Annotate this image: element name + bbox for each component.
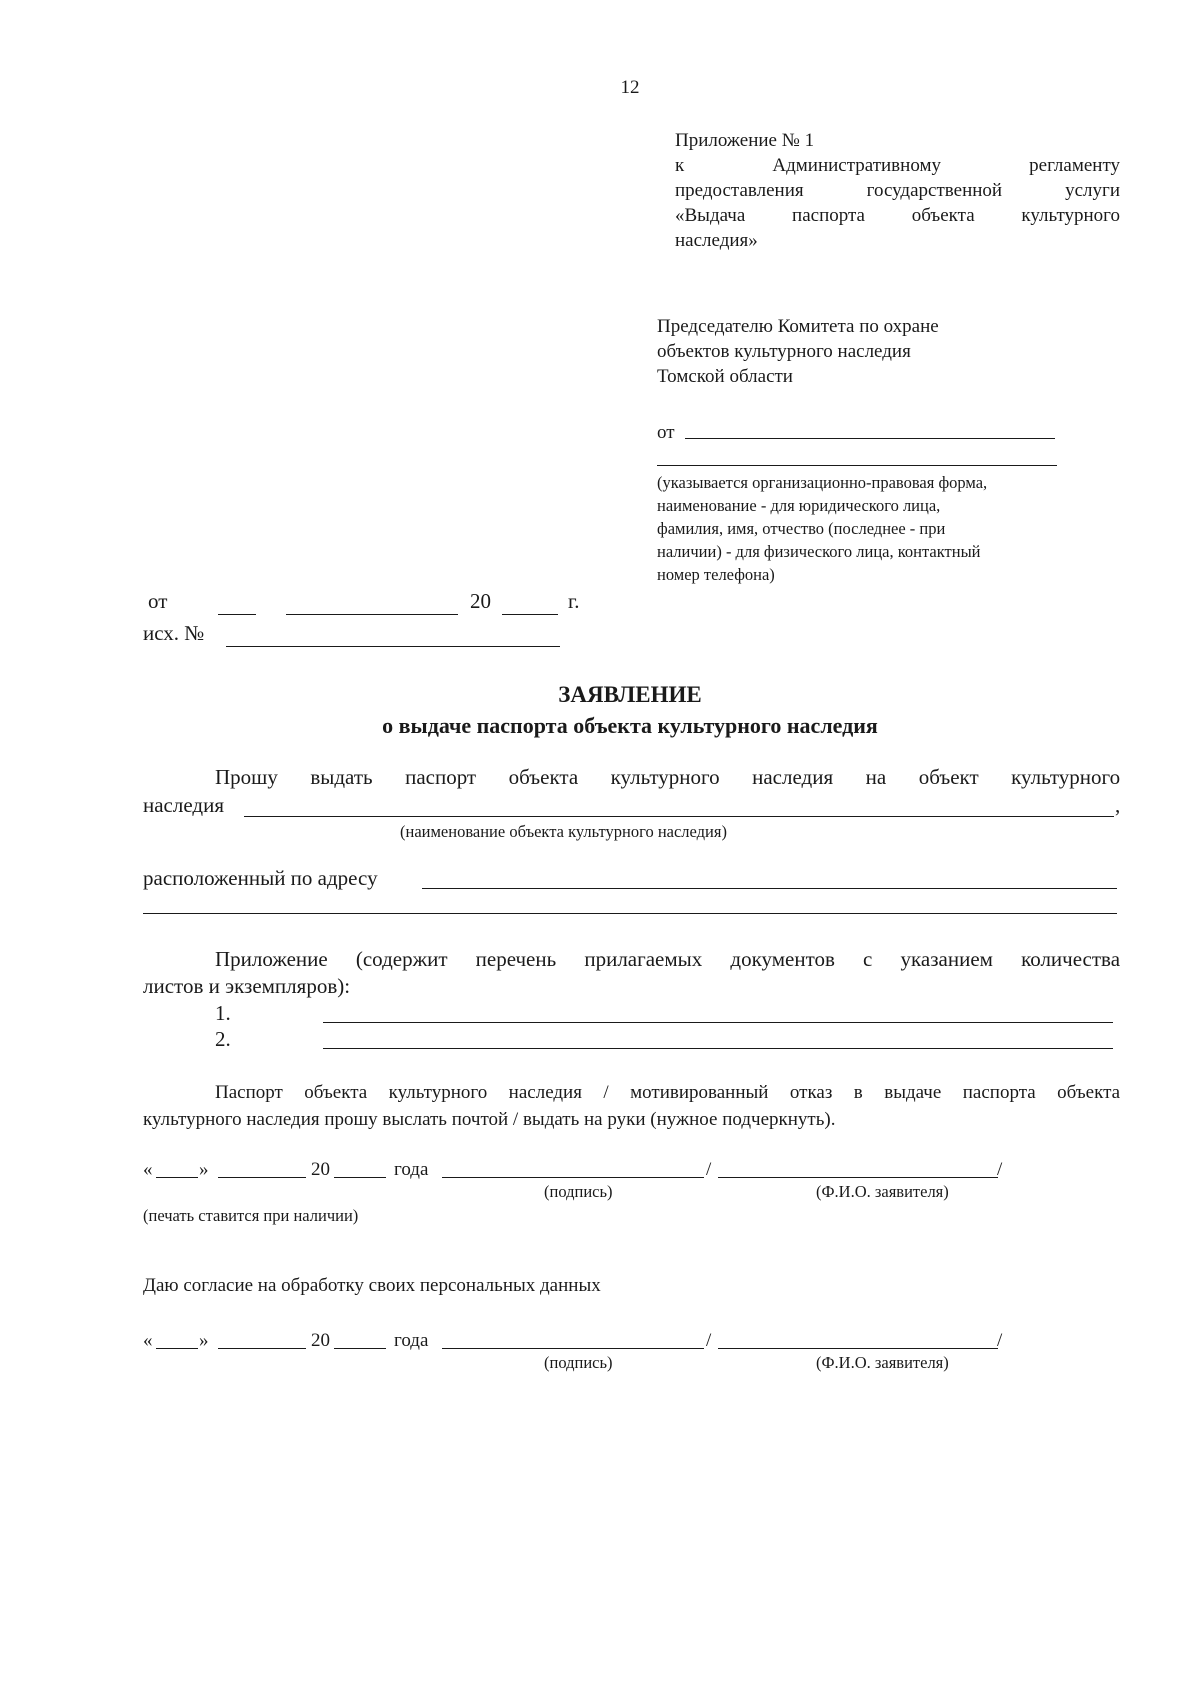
signature1-signature-line (442, 1177, 704, 1178)
signature2-name-line (718, 1348, 998, 1349)
signature2-name-caption: (Ф.И.О. заявителя) (816, 1353, 949, 1372)
signature1-slash: / (706, 1159, 712, 1180)
appendix-line-2: предоставления государственной услуги (675, 180, 1121, 201)
seal-note: (печать ставится при наличии) (143, 1206, 359, 1225)
appendix-line-3: «Выдача паспорта объекта культурного (675, 205, 1120, 226)
signature1-year-prefix: 20 (311, 1159, 330, 1180)
request-line-2-prefix: наследия (143, 793, 224, 817)
signature2-end-slash: / (997, 1330, 1003, 1351)
appendix-line-1: к Административному регламенту (675, 155, 1121, 176)
signature2-year-line (334, 1348, 386, 1349)
attachment-item-1-line (323, 1022, 1113, 1023)
outgoing-day-line (218, 614, 256, 615)
signature1-year-label: года (394, 1159, 429, 1180)
signature1-name-caption: (Ф.И.О. заявителя) (816, 1182, 949, 1201)
address-line-2 (143, 913, 1117, 914)
applicant-from-label: от (657, 422, 675, 443)
addressee-line-1: Председателю Комитета по охране (657, 316, 939, 337)
signature2-year-prefix: 20 (311, 1330, 330, 1351)
signature1-day-line (156, 1177, 198, 1178)
appendix-line-4: наследия» (675, 230, 758, 251)
page-title: ЗАЯВЛЕНИЕ (558, 682, 702, 707)
attachment-item-1-number: 1. (215, 1001, 231, 1025)
signature1-signature-caption: (подпись) (544, 1182, 613, 1201)
address-label: расположенный по адресу (143, 866, 378, 890)
outgoing-from-label: от (148, 589, 168, 613)
signature1-close-quote: » (199, 1159, 209, 1180)
outgoing-year-prefix: 20 (470, 589, 491, 613)
address-line-1 (422, 888, 1117, 889)
signature2-year-label: года (394, 1330, 429, 1351)
object-name-caption: (наименование объекта культурного наследия) (400, 822, 727, 841)
outgoing-ref-line (226, 646, 560, 647)
signature2-signature-line (442, 1348, 704, 1349)
applicant-from-line-1 (685, 438, 1055, 439)
applicant-from-line-2 (657, 465, 1057, 466)
signature1-end-slash: / (997, 1159, 1003, 1180)
page-number: 12 (620, 77, 640, 98)
outgoing-month-line (286, 614, 458, 615)
appendix-title: Приложение № 1 (675, 130, 815, 151)
signature1-year-line (334, 1177, 386, 1178)
signature2-signature-caption: (подпись) (544, 1353, 613, 1372)
outgoing-year-suffix: г. (568, 589, 580, 613)
signature2-day-line (156, 1348, 198, 1349)
appendix-block (675, 128, 1120, 253)
attachments-line-1: Приложение (содержит перечень прилагаемых документов с указанием количества (215, 947, 1121, 971)
outgoing-ref-label: исх. № (143, 621, 205, 645)
signature2-month-line (218, 1348, 306, 1349)
delivery-line-2: культурного наследия прошу выслать почтой / выдать на руки (нужное подчеркнуть). (143, 1109, 836, 1130)
delivery-line-1: Паспорт объекта культурного наследия / мотивированный отказ в выдаче паспорта объекта (215, 1082, 1121, 1103)
applicant-note: (указывается организационно-правовая форма, наименование - для юридического лица, фамилия, имя, отчество (последнее - при наличии) - для физического лица, контактный номер телефона) (657, 473, 988, 584)
signature2-open-quote: « (143, 1330, 153, 1351)
signature1-month-line (218, 1177, 306, 1178)
signature2-slash: / (706, 1330, 712, 1351)
attachment-item-2-number: 2. (215, 1027, 231, 1051)
addressee-line-2: объектов культурного наследия (657, 341, 911, 362)
addressee-block (657, 314, 1087, 389)
object-name-line (244, 816, 1114, 817)
attachment-item-2-line (323, 1048, 1113, 1049)
signature2-close-quote: » (199, 1330, 209, 1351)
outgoing-year-line (502, 614, 558, 615)
page-subtitle: о выдаче паспорта объекта культурного наследия (382, 713, 878, 738)
request-line-1: Прошу выдать паспорт объекта культурного наследия на объект культурного (215, 765, 1121, 789)
signature1-open-quote: « (143, 1159, 153, 1180)
consent-text: Даю согласие на обработку своих персональных данных (143, 1275, 601, 1296)
attachments-line-2: листов и экземпляров): (143, 974, 351, 998)
addressee-line-3: Томской области (657, 366, 793, 387)
signature1-name-line (718, 1177, 998, 1178)
request-line-2-suffix: , (1115, 793, 1121, 817)
